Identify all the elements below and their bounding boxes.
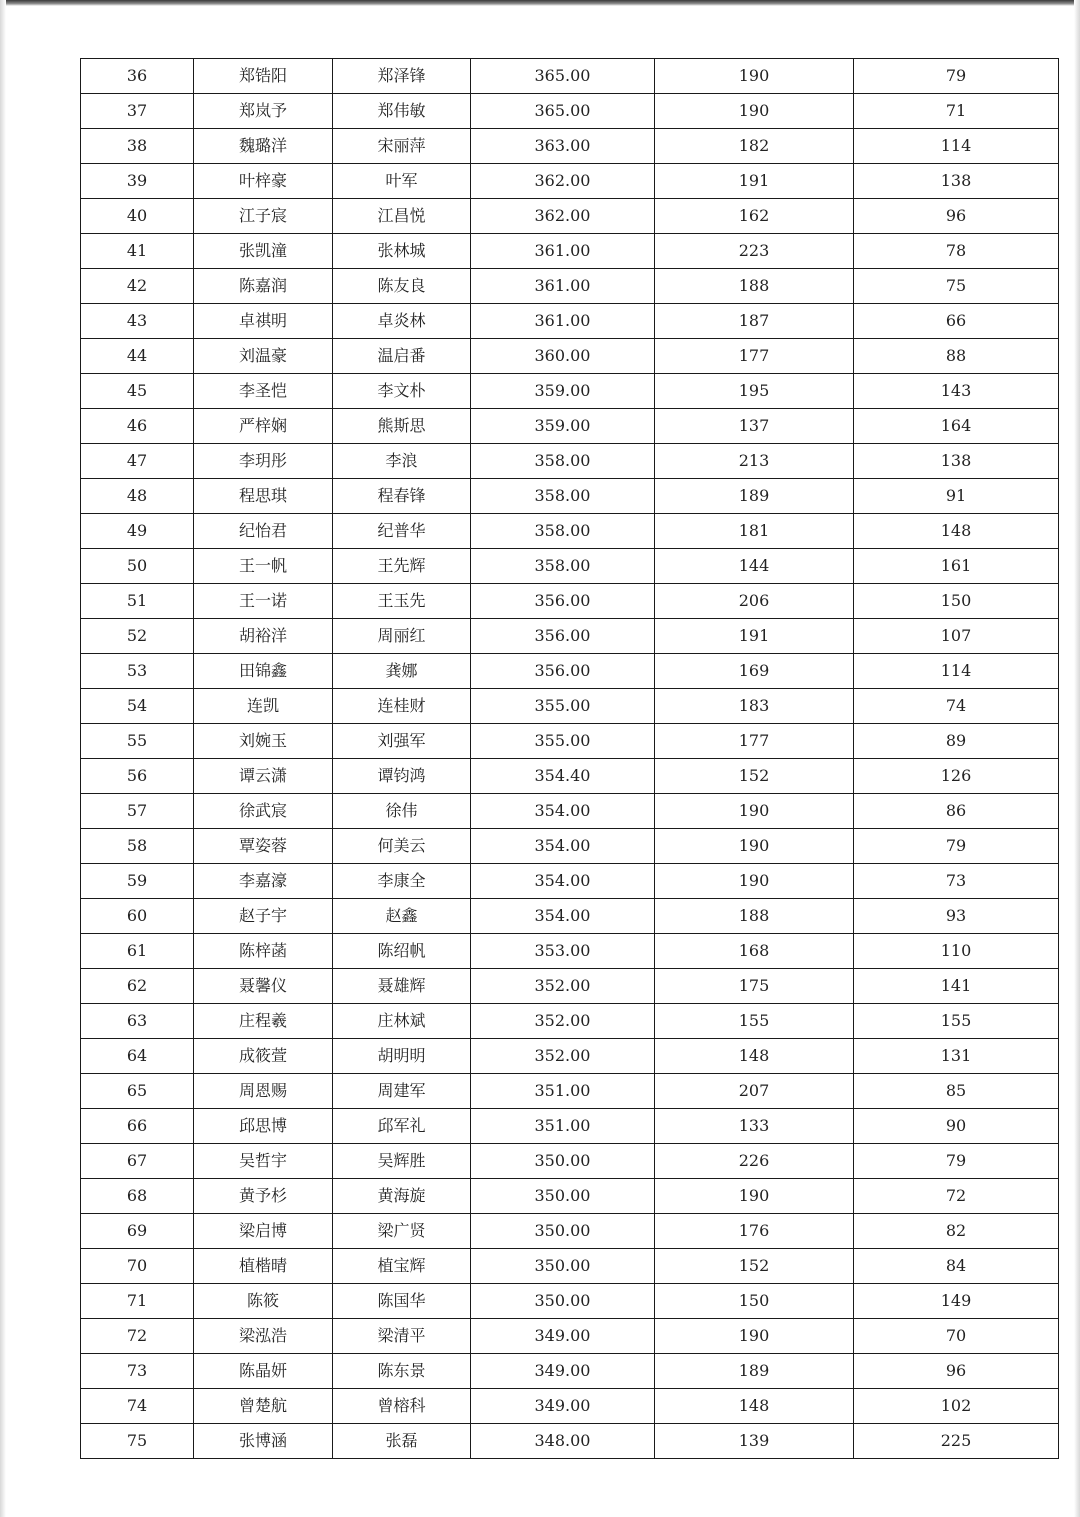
value-b-cell: 138 <box>854 444 1059 479</box>
value-b-cell: 90 <box>854 1109 1059 1144</box>
row-number-cell: 44 <box>81 339 194 374</box>
student-name-cell: 陈晶妍 <box>194 1354 333 1389</box>
score-cell: 361.00 <box>471 304 655 339</box>
row-number-cell: 66 <box>81 1109 194 1144</box>
value-b-cell: 138 <box>854 164 1059 199</box>
score-cell: 350.00 <box>471 1179 655 1214</box>
score-cell: 358.00 <box>471 479 655 514</box>
score-cell: 356.00 <box>471 584 655 619</box>
table-row <box>81 689 1059 724</box>
guardian-name-cell: 黄海旋 <box>333 1179 471 1214</box>
guardian-name-cell: 叶军 <box>333 164 471 199</box>
value-b-cell: 164 <box>854 409 1059 444</box>
student-name-cell: 黄予杉 <box>194 1179 333 1214</box>
table-row <box>81 829 1059 864</box>
row-number-cell: 67 <box>81 1144 194 1179</box>
guardian-name-cell: 张林城 <box>333 234 471 269</box>
row-number-cell: 68 <box>81 1179 194 1214</box>
row-number-cell: 74 <box>81 1389 194 1424</box>
table-row <box>81 1109 1059 1144</box>
student-name-cell: 魏璐洋 <box>194 129 333 164</box>
table-row <box>81 339 1059 374</box>
score-cell: 349.00 <box>471 1354 655 1389</box>
score-cell: 358.00 <box>471 444 655 479</box>
value-b-cell: 143 <box>854 374 1059 409</box>
guardian-name-cell: 陈东景 <box>333 1354 471 1389</box>
value-a-cell: 183 <box>655 689 854 724</box>
student-name-cell: 谭云潇 <box>194 759 333 794</box>
value-a-cell: 191 <box>655 164 854 199</box>
value-a-cell: 175 <box>655 969 854 1004</box>
student-name-cell: 连凯 <box>194 689 333 724</box>
guardian-name-cell: 龚娜 <box>333 654 471 689</box>
student-name-cell: 郑岚予 <box>194 94 333 129</box>
value-b-cell: 72 <box>854 1179 1059 1214</box>
student-name-cell: 陈嘉润 <box>194 269 333 304</box>
row-number-cell: 37 <box>81 94 194 129</box>
guardian-name-cell: 王先辉 <box>333 549 471 584</box>
score-cell: 361.00 <box>471 234 655 269</box>
score-cell: 365.00 <box>471 59 655 94</box>
value-a-cell: 169 <box>655 654 854 689</box>
value-b-cell: 85 <box>854 1074 1059 1109</box>
value-a-cell: 137 <box>655 409 854 444</box>
value-b-cell: 91 <box>854 479 1059 514</box>
table-row <box>81 199 1059 234</box>
value-a-cell: 223 <box>655 234 854 269</box>
student-name-cell: 赵子宇 <box>194 899 333 934</box>
score-cell: 351.00 <box>471 1074 655 1109</box>
score-cell: 350.00 <box>471 1214 655 1249</box>
score-cell: 354.00 <box>471 794 655 829</box>
value-a-cell: 213 <box>655 444 854 479</box>
value-a-cell: 189 <box>655 479 854 514</box>
value-a-cell: 177 <box>655 339 854 374</box>
table-row <box>81 1004 1059 1039</box>
table-row <box>81 234 1059 269</box>
value-a-cell: 190 <box>655 1319 854 1354</box>
student-name-cell: 卓祺明 <box>194 304 333 339</box>
value-b-cell: 131 <box>854 1039 1059 1074</box>
table-row <box>81 759 1059 794</box>
student-name-cell: 周恩赐 <box>194 1074 333 1109</box>
value-a-cell: 226 <box>655 1144 854 1179</box>
score-cell: 359.00 <box>471 374 655 409</box>
score-table-body <box>81 59 1059 1459</box>
row-number-cell: 36 <box>81 59 194 94</box>
table-row <box>81 374 1059 409</box>
guardian-name-cell: 胡明明 <box>333 1039 471 1074</box>
score-cell: 362.00 <box>471 199 655 234</box>
guardian-name-cell: 周丽红 <box>333 619 471 654</box>
student-name-cell: 胡裕洋 <box>194 619 333 654</box>
value-b-cell: 114 <box>854 129 1059 164</box>
score-cell: 355.00 <box>471 689 655 724</box>
value-a-cell: 152 <box>655 759 854 794</box>
score-cell: 360.00 <box>471 339 655 374</box>
guardian-name-cell: 陈绍帆 <box>333 934 471 969</box>
row-number-cell: 61 <box>81 934 194 969</box>
student-name-cell: 邱思博 <box>194 1109 333 1144</box>
row-number-cell: 40 <box>81 199 194 234</box>
guardian-name-cell: 邱军礼 <box>333 1109 471 1144</box>
guardian-name-cell: 植宝辉 <box>333 1249 471 1284</box>
value-b-cell: 84 <box>854 1249 1059 1284</box>
student-name-cell: 叶梓豪 <box>194 164 333 199</box>
table-row <box>81 304 1059 339</box>
table-row <box>81 164 1059 199</box>
row-number-cell: 49 <box>81 514 194 549</box>
guardian-name-cell: 纪普华 <box>333 514 471 549</box>
table-row <box>81 479 1059 514</box>
table-row <box>81 1424 1059 1459</box>
value-a-cell: 190 <box>655 794 854 829</box>
student-name-cell: 曾楚航 <box>194 1389 333 1424</box>
table-row <box>81 1284 1059 1319</box>
value-b-cell: 93 <box>854 899 1059 934</box>
student-name-cell: 梁泓浩 <box>194 1319 333 1354</box>
table-row <box>81 864 1059 899</box>
table-row <box>81 794 1059 829</box>
row-number-cell: 71 <box>81 1284 194 1319</box>
row-number-cell: 70 <box>81 1249 194 1284</box>
table-row <box>81 269 1059 304</box>
student-name-cell: 田锦鑫 <box>194 654 333 689</box>
value-a-cell: 187 <box>655 304 854 339</box>
value-b-cell: 161 <box>854 549 1059 584</box>
guardian-name-cell: 赵鑫 <box>333 899 471 934</box>
score-cell: 356.00 <box>471 654 655 689</box>
value-b-cell: 89 <box>854 724 1059 759</box>
guardian-name-cell: 吴辉胜 <box>333 1144 471 1179</box>
student-name-cell: 张凯潼 <box>194 234 333 269</box>
value-b-cell: 70 <box>854 1319 1059 1354</box>
table-row <box>81 1249 1059 1284</box>
value-b-cell: 73 <box>854 864 1059 899</box>
guardian-name-cell: 宋丽萍 <box>333 129 471 164</box>
score-cell: 354.00 <box>471 864 655 899</box>
guardian-name-cell: 熊斯思 <box>333 409 471 444</box>
value-a-cell: 155 <box>655 1004 854 1039</box>
table-row <box>81 1319 1059 1354</box>
value-a-cell: 191 <box>655 619 854 654</box>
table-row <box>81 724 1059 759</box>
value-b-cell: 75 <box>854 269 1059 304</box>
value-a-cell: 144 <box>655 549 854 584</box>
value-b-cell: 225 <box>854 1424 1059 1459</box>
student-name-cell: 严梓娴 <box>194 409 333 444</box>
value-a-cell: 182 <box>655 129 854 164</box>
student-name-cell: 聂馨仪 <box>194 969 333 1004</box>
value-a-cell: 176 <box>655 1214 854 1249</box>
value-a-cell: 188 <box>655 899 854 934</box>
guardian-name-cell: 李浪 <box>333 444 471 479</box>
value-b-cell: 71 <box>854 94 1059 129</box>
row-number-cell: 62 <box>81 969 194 1004</box>
value-b-cell: 79 <box>854 829 1059 864</box>
student-name-cell: 李圣恺 <box>194 374 333 409</box>
table-row <box>81 1214 1059 1249</box>
student-name-cell: 梁启博 <box>194 1214 333 1249</box>
score-cell: 348.00 <box>471 1424 655 1459</box>
table-row <box>81 129 1059 164</box>
score-cell: 359.00 <box>471 409 655 444</box>
score-cell: 363.00 <box>471 129 655 164</box>
table-row <box>81 549 1059 584</box>
value-b-cell: 114 <box>854 654 1059 689</box>
table-row <box>81 1179 1059 1214</box>
row-number-cell: 41 <box>81 234 194 269</box>
table-row <box>81 969 1059 1004</box>
row-number-cell: 59 <box>81 864 194 899</box>
student-name-cell: 刘温豪 <box>194 339 333 374</box>
value-a-cell: 162 <box>655 199 854 234</box>
guardian-name-cell: 李康全 <box>333 864 471 899</box>
table-row <box>81 934 1059 969</box>
value-b-cell: 141 <box>854 969 1059 1004</box>
value-a-cell: 152 <box>655 1249 854 1284</box>
value-a-cell: 206 <box>655 584 854 619</box>
value-b-cell: 102 <box>854 1389 1059 1424</box>
row-number-cell: 64 <box>81 1039 194 1074</box>
guardian-name-cell: 李文朴 <box>333 374 471 409</box>
guardian-name-cell: 张磊 <box>333 1424 471 1459</box>
value-b-cell: 74 <box>854 689 1059 724</box>
student-name-cell: 李玥彤 <box>194 444 333 479</box>
student-name-cell: 植楷晴 <box>194 1249 333 1284</box>
score-cell: 365.00 <box>471 94 655 129</box>
student-name-cell: 陈梓菡 <box>194 934 333 969</box>
row-number-cell: 63 <box>81 1004 194 1039</box>
score-cell: 353.00 <box>471 934 655 969</box>
scan-left-edge <box>0 0 6 1517</box>
table-row <box>81 1039 1059 1074</box>
value-b-cell: 110 <box>854 934 1059 969</box>
value-a-cell: 190 <box>655 94 854 129</box>
score-cell: 350.00 <box>471 1284 655 1319</box>
table-row <box>81 409 1059 444</box>
table-row <box>81 584 1059 619</box>
row-number-cell: 52 <box>81 619 194 654</box>
row-number-cell: 65 <box>81 1074 194 1109</box>
score-cell: 352.00 <box>471 1004 655 1039</box>
row-number-cell: 38 <box>81 129 194 164</box>
student-name-cell: 纪怡君 <box>194 514 333 549</box>
row-number-cell: 73 <box>81 1354 194 1389</box>
table-row <box>81 1354 1059 1389</box>
value-a-cell: 188 <box>655 269 854 304</box>
value-b-cell: 88 <box>854 339 1059 374</box>
guardian-name-cell: 梁广贤 <box>333 1214 471 1249</box>
score-cell: 362.00 <box>471 164 655 199</box>
row-number-cell: 56 <box>81 759 194 794</box>
guardian-name-cell: 卓炎林 <box>333 304 471 339</box>
student-name-cell: 徐武宸 <box>194 794 333 829</box>
score-cell: 350.00 <box>471 1144 655 1179</box>
student-name-cell: 王一帆 <box>194 549 333 584</box>
score-cell: 354.00 <box>471 899 655 934</box>
guardian-name-cell: 王玉先 <box>333 584 471 619</box>
guardian-name-cell: 聂雄辉 <box>333 969 471 1004</box>
row-number-cell: 42 <box>81 269 194 304</box>
value-b-cell: 66 <box>854 304 1059 339</box>
student-name-cell: 覃姿蓉 <box>194 829 333 864</box>
row-number-cell: 60 <box>81 899 194 934</box>
guardian-name-cell: 周建军 <box>333 1074 471 1109</box>
value-a-cell: 150 <box>655 1284 854 1319</box>
value-b-cell: 96 <box>854 199 1059 234</box>
guardian-name-cell: 谭钧鸿 <box>333 759 471 794</box>
value-a-cell: 195 <box>655 374 854 409</box>
value-b-cell: 79 <box>854 59 1059 94</box>
table-row <box>81 1389 1059 1424</box>
table-row <box>81 619 1059 654</box>
guardian-name-cell: 徐伟 <box>333 794 471 829</box>
score-cell: 361.00 <box>471 269 655 304</box>
value-b-cell: 150 <box>854 584 1059 619</box>
row-number-cell: 46 <box>81 409 194 444</box>
table-row <box>81 94 1059 129</box>
guardian-name-cell: 梁清平 <box>333 1319 471 1354</box>
value-a-cell: 139 <box>655 1424 854 1459</box>
value-b-cell: 148 <box>854 514 1059 549</box>
value-a-cell: 190 <box>655 864 854 899</box>
student-name-cell: 王一诺 <box>194 584 333 619</box>
value-a-cell: 189 <box>655 1354 854 1389</box>
score-cell: 358.00 <box>471 514 655 549</box>
student-name-cell: 成筱萱 <box>194 1039 333 1074</box>
value-b-cell: 155 <box>854 1004 1059 1039</box>
value-a-cell: 207 <box>655 1074 854 1109</box>
score-cell: 351.00 <box>471 1109 655 1144</box>
value-a-cell: 190 <box>655 829 854 864</box>
guardian-name-cell: 陈友良 <box>333 269 471 304</box>
row-number-cell: 57 <box>81 794 194 829</box>
value-a-cell: 190 <box>655 1179 854 1214</box>
row-number-cell: 43 <box>81 304 194 339</box>
row-number-cell: 54 <box>81 689 194 724</box>
guardian-name-cell: 刘强军 <box>333 724 471 759</box>
guardian-name-cell: 连桂财 <box>333 689 471 724</box>
score-cell: 355.00 <box>471 724 655 759</box>
table-row <box>81 514 1059 549</box>
score-cell: 356.00 <box>471 619 655 654</box>
value-a-cell: 168 <box>655 934 854 969</box>
score-cell: 350.00 <box>471 1249 655 1284</box>
guardian-name-cell: 程春锋 <box>333 479 471 514</box>
score-cell: 352.00 <box>471 969 655 1004</box>
value-a-cell: 177 <box>655 724 854 759</box>
score-cell: 349.00 <box>471 1389 655 1424</box>
value-a-cell: 190 <box>655 59 854 94</box>
row-number-cell: 47 <box>81 444 194 479</box>
guardian-name-cell: 陈国华 <box>333 1284 471 1319</box>
value-a-cell: 148 <box>655 1039 854 1074</box>
guardian-name-cell: 曾榕科 <box>333 1389 471 1424</box>
table-row <box>81 1074 1059 1109</box>
value-b-cell: 126 <box>854 759 1059 794</box>
table-row <box>81 59 1059 94</box>
row-number-cell: 50 <box>81 549 194 584</box>
guardian-name-cell: 何美云 <box>333 829 471 864</box>
value-b-cell: 82 <box>854 1214 1059 1249</box>
student-name-cell: 程思琪 <box>194 479 333 514</box>
row-number-cell: 69 <box>81 1214 194 1249</box>
row-number-cell: 45 <box>81 374 194 409</box>
score-cell: 354.40 <box>471 759 655 794</box>
table-row <box>81 899 1059 934</box>
row-number-cell: 53 <box>81 654 194 689</box>
score-cell: 352.00 <box>471 1039 655 1074</box>
score-table <box>80 58 1059 1459</box>
student-name-cell: 庄程羲 <box>194 1004 333 1039</box>
student-name-cell: 刘婉玉 <box>194 724 333 759</box>
guardian-name-cell: 温启番 <box>333 339 471 374</box>
value-b-cell: 79 <box>854 1144 1059 1179</box>
table-row <box>81 444 1059 479</box>
student-name-cell: 陈筱 <box>194 1284 333 1319</box>
table-row <box>81 1144 1059 1179</box>
row-number-cell: 51 <box>81 584 194 619</box>
value-b-cell: 96 <box>854 1354 1059 1389</box>
row-number-cell: 58 <box>81 829 194 864</box>
row-number-cell: 55 <box>81 724 194 759</box>
value-a-cell: 133 <box>655 1109 854 1144</box>
row-number-cell: 75 <box>81 1424 194 1459</box>
value-b-cell: 86 <box>854 794 1059 829</box>
row-number-cell: 48 <box>81 479 194 514</box>
score-cell: 358.00 <box>471 549 655 584</box>
scan-top-edge <box>0 0 1080 6</box>
value-a-cell: 148 <box>655 1389 854 1424</box>
student-name-cell: 张博涵 <box>194 1424 333 1459</box>
value-a-cell: 181 <box>655 514 854 549</box>
guardian-name-cell: 郑泽锋 <box>333 59 471 94</box>
table-row <box>81 654 1059 689</box>
row-number-cell: 72 <box>81 1319 194 1354</box>
student-name-cell: 李嘉濠 <box>194 864 333 899</box>
scan-right-edge <box>1074 0 1080 1517</box>
student-name-cell: 江子宸 <box>194 199 333 234</box>
student-name-cell: 吴哲宇 <box>194 1144 333 1179</box>
guardian-name-cell: 江昌悦 <box>333 199 471 234</box>
row-number-cell: 39 <box>81 164 194 199</box>
value-b-cell: 107 <box>854 619 1059 654</box>
student-name-cell: 郑锆阳 <box>194 59 333 94</box>
guardian-name-cell: 庄林斌 <box>333 1004 471 1039</box>
score-cell: 354.00 <box>471 829 655 864</box>
value-b-cell: 149 <box>854 1284 1059 1319</box>
guardian-name-cell: 郑伟敏 <box>333 94 471 129</box>
value-b-cell: 78 <box>854 234 1059 269</box>
score-cell: 349.00 <box>471 1319 655 1354</box>
